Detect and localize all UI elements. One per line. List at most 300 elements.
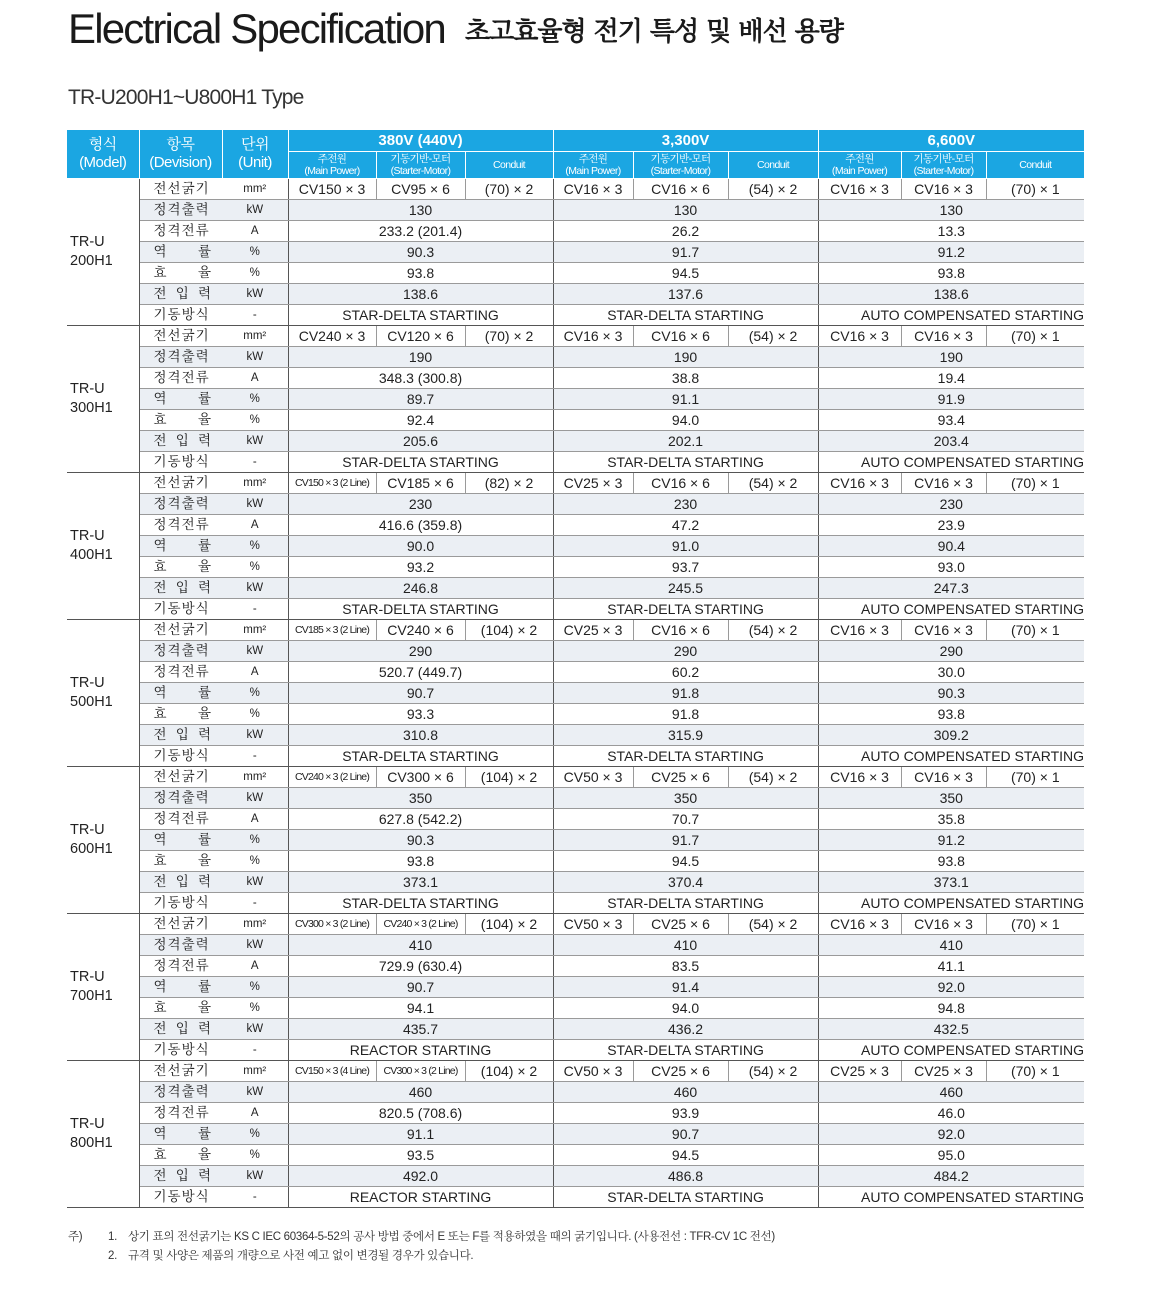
output-value: 290 — [818, 641, 1084, 662]
table-row — [67, 515, 1084, 536]
wire-size-cell: (70) × 1 — [986, 473, 1084, 494]
header-voltage-3300: 3,300V — [553, 130, 818, 152]
eff-value: 93.3 — [288, 704, 553, 725]
start-value: STAR-DELTA STARTING — [288, 746, 553, 767]
unit-cell: % — [222, 410, 288, 431]
unit-cell: kW — [222, 725, 288, 746]
start-value: AUTO COMPENSATED STARTING — [818, 452, 1084, 473]
header-main-power — [818, 152, 901, 179]
wire-size-cell: (104) × 2 — [465, 1061, 553, 1082]
wire-size-cell: CV50 × 3 — [553, 767, 633, 788]
unit-cell: % — [222, 536, 288, 557]
eff-value: 93.4 — [818, 410, 1084, 431]
wire-size-cell: CV16 × 6 — [633, 473, 728, 494]
output-value: 460 — [288, 1082, 553, 1103]
model-name-line1: TR-U — [70, 969, 105, 985]
wire-size-cell: CV25 × 6 — [633, 1061, 728, 1082]
current-value: 23.9 — [818, 515, 1084, 536]
header-main-power — [553, 152, 633, 179]
current-value: 47.2 — [553, 515, 818, 536]
spec-body — [67, 179, 1084, 1208]
pf-value: 90.3 — [288, 830, 553, 851]
unit-cell: % — [222, 1145, 288, 1166]
start-value: STAR-DELTA STARTING — [288, 893, 553, 914]
item-label: 전선굵기 — [139, 914, 222, 935]
eff-value: 93.8 — [818, 704, 1084, 725]
header-item — [139, 130, 222, 179]
table-row — [67, 704, 1084, 725]
table-row — [67, 1082, 1084, 1103]
item-label: 전 입 력 — [139, 725, 222, 746]
header-starter-motor-ko: 기동기반-모터 — [390, 152, 451, 165]
wire-size-cell: CV300 × 3 (2 Line) — [376, 1061, 465, 1082]
wire-size-cell: CV150 × 3 (4 Line) — [288, 1061, 376, 1082]
wire-size-cell: (54) × 2 — [728, 620, 818, 641]
output-value: 190 — [818, 347, 1084, 368]
start-value: AUTO COMPENSATED STARTING — [818, 599, 1084, 620]
pf-value: 91.2 — [818, 830, 1084, 851]
item-label: 역 률 — [139, 683, 222, 704]
table-row — [67, 935, 1084, 956]
table-row — [67, 1103, 1084, 1124]
item-label: 정격출력 — [139, 200, 222, 221]
output-value: 230 — [288, 494, 553, 515]
model-name-line1: TR-U — [70, 234, 105, 250]
eff-value: 95.0 — [818, 1145, 1084, 1166]
table-row — [67, 599, 1084, 620]
item-label: 기동방식 — [139, 1040, 222, 1061]
item-label: 효 율 — [139, 704, 222, 725]
header-main-power-en: (Main Power) — [304, 165, 360, 177]
start-value: STAR-DELTA STARTING — [553, 1187, 818, 1208]
header-voltage-380: 380V (440V) — [288, 130, 553, 152]
input-value: 246.8 — [288, 578, 553, 599]
header-model-ko: 형식 — [88, 136, 117, 153]
item-label: 기동방식 — [139, 746, 222, 767]
table-row — [67, 557, 1084, 578]
wire-size-cell: (70) × 1 — [986, 326, 1084, 347]
eff-value: 94.5 — [553, 1145, 818, 1166]
start-value: STAR-DELTA STARTING — [288, 599, 553, 620]
wire-size-cell: CV240 × 6 — [376, 620, 465, 641]
eff-value: 94.0 — [553, 998, 818, 1019]
table-row — [67, 683, 1084, 704]
unit-cell: % — [222, 242, 288, 263]
start-value: STAR-DELTA STARTING — [553, 746, 818, 767]
spec-table — [67, 130, 1084, 1208]
header-starter-motor — [633, 152, 728, 179]
wire-size-cell: CV240 × 3 (2 Line) — [376, 914, 465, 935]
start-value: REACTOR STARTING — [288, 1040, 553, 1061]
unit-cell: kW — [222, 935, 288, 956]
current-value: 233.2 (201.4) — [288, 221, 553, 242]
wire-size-cell: (70) × 2 — [465, 179, 553, 200]
wire-size-cell: CV25 × 6 — [633, 767, 728, 788]
item-label: 효 율 — [139, 263, 222, 284]
header-unit-en: (Unit) — [238, 154, 272, 171]
output-value: 130 — [288, 200, 553, 221]
output-value: 410 — [818, 935, 1084, 956]
unit-cell: % — [222, 263, 288, 284]
note-text: 규격 및 사양은 제품의 개량으로 사전 예고 없이 변경될 경우가 있습니다. — [128, 1250, 474, 1262]
current-value: 26.2 — [553, 221, 818, 242]
current-value: 70.7 — [553, 809, 818, 830]
note-number: 1. — [108, 1231, 117, 1243]
table-row — [67, 767, 1084, 788]
pf-value: 90.7 — [288, 683, 553, 704]
wire-size-cell: (104) × 2 — [465, 914, 553, 935]
item-label: 기동방식 — [139, 599, 222, 620]
table-row — [67, 368, 1084, 389]
output-value: 130 — [818, 200, 1084, 221]
table-row — [67, 179, 1084, 200]
table-row — [67, 998, 1084, 1019]
item-label: 전선굵기 — [139, 1061, 222, 1082]
input-value: 436.2 — [553, 1019, 818, 1040]
eff-value: 93.8 — [818, 851, 1084, 872]
unit-cell: A — [222, 368, 288, 389]
current-value: 83.5 — [553, 956, 818, 977]
table-row — [67, 452, 1084, 473]
header-model-en: (Model) — [79, 154, 127, 171]
item-label: 전 입 력 — [139, 1166, 222, 1187]
wire-size-cell: CV16 × 3 — [901, 767, 986, 788]
header-starter-motor-ko: 기동기반-모터 — [650, 152, 711, 165]
table-row — [67, 977, 1084, 998]
item-label: 정격전류 — [139, 662, 222, 683]
header-starter-motor — [901, 152, 986, 179]
item-label: 정격전류 — [139, 1103, 222, 1124]
pf-value: 90.3 — [288, 242, 553, 263]
item-label: 효 율 — [139, 851, 222, 872]
unit-cell: - — [222, 1040, 288, 1061]
table-row — [67, 914, 1084, 935]
current-value: 820.5 (708.6) — [288, 1103, 553, 1124]
start-value: AUTO COMPENSATED STARTING — [818, 1187, 1084, 1208]
wire-size-cell: (70) × 2 — [465, 326, 553, 347]
eff-value: 91.8 — [553, 704, 818, 725]
output-value: 190 — [288, 347, 553, 368]
table-row — [67, 1061, 1084, 1082]
current-value: 729.9 (630.4) — [288, 956, 553, 977]
model-name-cell — [67, 914, 139, 1061]
table-row — [67, 263, 1084, 284]
wire-size-cell: CV16 × 3 — [901, 326, 986, 347]
table-row — [67, 326, 1084, 347]
header-main-power-ko: 주전원 — [317, 152, 347, 165]
input-value: 138.6 — [818, 284, 1084, 305]
unit-cell: - — [222, 599, 288, 620]
header-starter-motor-en: (Starter-Motor) — [913, 165, 974, 177]
current-value: 93.9 — [553, 1103, 818, 1124]
header-main-power-en: (Main Power) — [831, 165, 888, 177]
item-label: 정격출력 — [139, 347, 222, 368]
wire-size-cell: CV16 × 6 — [633, 179, 728, 200]
unit-cell: kW — [222, 494, 288, 515]
model-name-line1: TR-U — [70, 1116, 105, 1132]
wire-size-cell: CV185 × 3 (2 Line) — [288, 620, 376, 641]
item-label: 전선굵기 — [139, 767, 222, 788]
unit-cell: mm² — [222, 1061, 288, 1082]
wire-size-cell: CV16 × 3 — [818, 326, 901, 347]
wire-size-cell: CV240 × 3 — [288, 326, 376, 347]
eff-value: 93.0 — [818, 557, 1084, 578]
wire-size-cell: CV95 × 6 — [376, 179, 465, 200]
table-row — [67, 221, 1084, 242]
input-value: 138.6 — [288, 284, 553, 305]
wire-size-cell: CV16 × 3 — [818, 767, 901, 788]
unit-cell: - — [222, 1187, 288, 1208]
wire-size-cell: CV300 × 3 (2 Line) — [288, 914, 376, 935]
table-row — [67, 473, 1084, 494]
header-unit-ko: 단위 — [241, 136, 269, 153]
table-row — [67, 1019, 1084, 1040]
unit-cell: kW — [222, 788, 288, 809]
table-row — [67, 431, 1084, 452]
wire-size-cell: CV16 × 3 — [818, 179, 901, 200]
input-value: 310.8 — [288, 725, 553, 746]
wire-size-cell: CV25 × 3 — [901, 1061, 986, 1082]
model-name-line2: 800H1 — [70, 1135, 113, 1151]
table-row — [67, 284, 1084, 305]
item-label: 역 률 — [139, 536, 222, 557]
eff-value: 93.8 — [288, 851, 553, 872]
unit-cell: - — [222, 452, 288, 473]
table-row — [67, 662, 1084, 683]
current-value: 41.1 — [818, 956, 1084, 977]
unit-cell: % — [222, 830, 288, 851]
page-subtitle: TR-U200H1~U800H1 Type — [68, 86, 304, 109]
model-name-line2: 500H1 — [70, 694, 113, 710]
model-name-line1: TR-U — [70, 822, 105, 838]
wire-size-cell: CV25 × 3 — [818, 1061, 901, 1082]
header-main-power — [288, 152, 376, 179]
input-value: 492.0 — [288, 1166, 553, 1187]
table-row — [67, 956, 1084, 977]
item-label: 정격출력 — [139, 1082, 222, 1103]
item-label: 정격출력 — [139, 935, 222, 956]
wire-size-cell: (54) × 2 — [728, 1061, 818, 1082]
start-value: STAR-DELTA STARTING — [288, 452, 553, 473]
eff-value: 94.0 — [553, 410, 818, 431]
wire-size-cell: CV185 × 6 — [376, 473, 465, 494]
header-model — [67, 130, 139, 179]
start-value: STAR-DELTA STARTING — [553, 305, 818, 326]
wire-size-cell: (70) × 1 — [986, 179, 1084, 200]
wire-size-cell: (70) × 1 — [986, 620, 1084, 641]
item-label: 전 입 력 — [139, 1019, 222, 1040]
output-value: 350 — [553, 788, 818, 809]
wire-size-cell: CV16 × 6 — [633, 620, 728, 641]
wire-size-cell: (54) × 2 — [728, 473, 818, 494]
pf-value: 91.2 — [818, 242, 1084, 263]
table-row — [67, 410, 1084, 431]
item-label: 기동방식 — [139, 1187, 222, 1208]
unit-cell: kW — [222, 641, 288, 662]
current-value: 19.4 — [818, 368, 1084, 389]
unit-cell: kW — [222, 578, 288, 599]
unit-cell: - — [222, 305, 288, 326]
header-conduit: Conduit — [728, 152, 818, 179]
note-text: 상기 표의 전선굵기는 KS C IEC 60364-5-52의 공사 방법 중에서 E 또는 F를 적용하였을 때의 굵기입니다. (사용전선 : TFR-CV 1C 전선) — [128, 1231, 775, 1243]
header-main-power-ko: 주전원 — [845, 152, 874, 165]
wire-size-cell: CV25 × 6 — [633, 914, 728, 935]
unit-cell: kW — [222, 200, 288, 221]
header-main-power-ko: 주전원 — [578, 152, 608, 165]
item-label: 정격전류 — [139, 956, 222, 977]
pf-value: 91.7 — [553, 830, 818, 851]
item-label: 정격출력 — [139, 494, 222, 515]
unit-cell: mm² — [222, 179, 288, 200]
model-name-line1: TR-U — [70, 381, 105, 397]
wire-size-cell: CV150 × 3 — [288, 179, 376, 200]
table-row — [67, 830, 1084, 851]
start-value: STAR-DELTA STARTING — [553, 599, 818, 620]
unit-cell: kW — [222, 1166, 288, 1187]
eff-value: 93.2 — [288, 557, 553, 578]
wire-size-cell: (104) × 2 — [465, 767, 553, 788]
unit-cell: % — [222, 1124, 288, 1145]
unit-cell: kW — [222, 1019, 288, 1040]
model-name-line1: TR-U — [70, 528, 105, 544]
wire-size-cell: (70) × 1 — [986, 1061, 1084, 1082]
wire-size-cell: CV16 × 3 — [901, 620, 986, 641]
model-name-line2: 200H1 — [70, 253, 113, 269]
unit-cell: kW — [222, 431, 288, 452]
output-value: 410 — [288, 935, 553, 956]
header-starter-motor-en: (Starter-Motor) — [650, 165, 711, 177]
table-row — [67, 578, 1084, 599]
model-name-cell — [67, 326, 139, 473]
input-value: 315.9 — [553, 725, 818, 746]
input-value: 205.6 — [288, 431, 553, 452]
title-korean: 초고효율형 전기 특성 및 배선 용량 — [465, 17, 843, 47]
eff-value: 93.7 — [553, 557, 818, 578]
item-label: 정격전류 — [139, 515, 222, 536]
pf-value: 91.1 — [553, 389, 818, 410]
wire-size-cell: CV16 × 3 — [553, 326, 633, 347]
table-row — [67, 1040, 1084, 1061]
wire-size-cell: (54) × 2 — [728, 914, 818, 935]
output-value: 350 — [288, 788, 553, 809]
table-row — [67, 788, 1084, 809]
wire-size-cell: CV16 × 3 — [818, 914, 901, 935]
header-item-en: (Devision) — [149, 154, 212, 171]
unit-cell: A — [222, 809, 288, 830]
pf-value: 91.7 — [553, 242, 818, 263]
current-value: 30.0 — [818, 662, 1084, 683]
output-value: 460 — [553, 1082, 818, 1103]
input-value: 373.1 — [288, 872, 553, 893]
current-value: 35.8 — [818, 809, 1084, 830]
eff-value: 92.4 — [288, 410, 553, 431]
item-label: 기동방식 — [139, 452, 222, 473]
unit-cell: mm² — [222, 620, 288, 641]
eff-value: 94.1 — [288, 998, 553, 1019]
model-name-cell — [67, 767, 139, 914]
table-row — [67, 641, 1084, 662]
unit-cell: mm² — [222, 914, 288, 935]
pf-value: 91.0 — [553, 536, 818, 557]
input-value: 370.4 — [553, 872, 818, 893]
eff-value: 94.5 — [553, 263, 818, 284]
table-row — [67, 893, 1084, 914]
item-label: 역 률 — [139, 830, 222, 851]
unit-cell: - — [222, 746, 288, 767]
item-label: 기동방식 — [139, 893, 222, 914]
current-value: 627.8 (542.2) — [288, 809, 553, 830]
pf-value: 91.8 — [553, 683, 818, 704]
pf-value: 89.7 — [288, 389, 553, 410]
model-name-cell — [67, 620, 139, 767]
pf-value: 91.4 — [553, 977, 818, 998]
table-row — [67, 746, 1084, 767]
output-value: 290 — [288, 641, 553, 662]
header-unit — [222, 130, 288, 179]
item-label: 정격출력 — [139, 641, 222, 662]
item-label: 역 률 — [139, 242, 222, 263]
unit-cell: A — [222, 221, 288, 242]
current-value: 13.3 — [818, 221, 1084, 242]
unit-cell: kW — [222, 347, 288, 368]
start-value: AUTO COMPENSATED STARTING — [818, 305, 1084, 326]
table-row — [67, 1166, 1084, 1187]
page-title — [68, 4, 843, 54]
start-value: STAR-DELTA STARTING — [553, 893, 818, 914]
item-label: 전 입 력 — [139, 431, 222, 452]
eff-value: 93.5 — [288, 1145, 553, 1166]
item-label: 역 률 — [139, 1124, 222, 1145]
input-value: 203.4 — [818, 431, 1084, 452]
output-value: 290 — [553, 641, 818, 662]
table-row — [67, 536, 1084, 557]
wire-size-cell: CV25 × 3 — [553, 473, 633, 494]
input-value: 432.5 — [818, 1019, 1084, 1040]
input-value: 137.6 — [553, 284, 818, 305]
unit-cell: % — [222, 683, 288, 704]
item-label: 정격출력 — [139, 788, 222, 809]
item-label: 역 률 — [139, 977, 222, 998]
header-conduit: Conduit — [465, 152, 553, 179]
output-value: 410 — [553, 935, 818, 956]
current-value: 416.6 (359.8) — [288, 515, 553, 536]
input-value: 202.1 — [553, 431, 818, 452]
unit-cell: % — [222, 851, 288, 872]
model-name-line2: 300H1 — [70, 400, 113, 416]
item-label: 효 율 — [139, 410, 222, 431]
pf-value: 90.7 — [288, 977, 553, 998]
unit-cell: mm² — [222, 767, 288, 788]
note-item — [108, 1247, 775, 1266]
model-name-line2: 700H1 — [70, 988, 113, 1004]
unit-cell: - — [222, 893, 288, 914]
output-value: 130 — [553, 200, 818, 221]
pf-value: 92.0 — [818, 977, 1084, 998]
model-name-line1: TR-U — [70, 675, 105, 691]
table-row — [67, 242, 1084, 263]
wire-size-cell: (70) × 1 — [986, 767, 1084, 788]
input-value: 373.1 — [818, 872, 1084, 893]
eff-value: 94.8 — [818, 998, 1084, 1019]
current-value: 38.8 — [553, 368, 818, 389]
input-value: 309.2 — [818, 725, 1084, 746]
wire-size-cell: (104) × 2 — [465, 620, 553, 641]
item-label: 전선굵기 — [139, 326, 222, 347]
table-row — [67, 389, 1084, 410]
start-value: STAR-DELTA STARTING — [553, 452, 818, 473]
table-row — [67, 305, 1084, 326]
note-item — [108, 1228, 775, 1247]
